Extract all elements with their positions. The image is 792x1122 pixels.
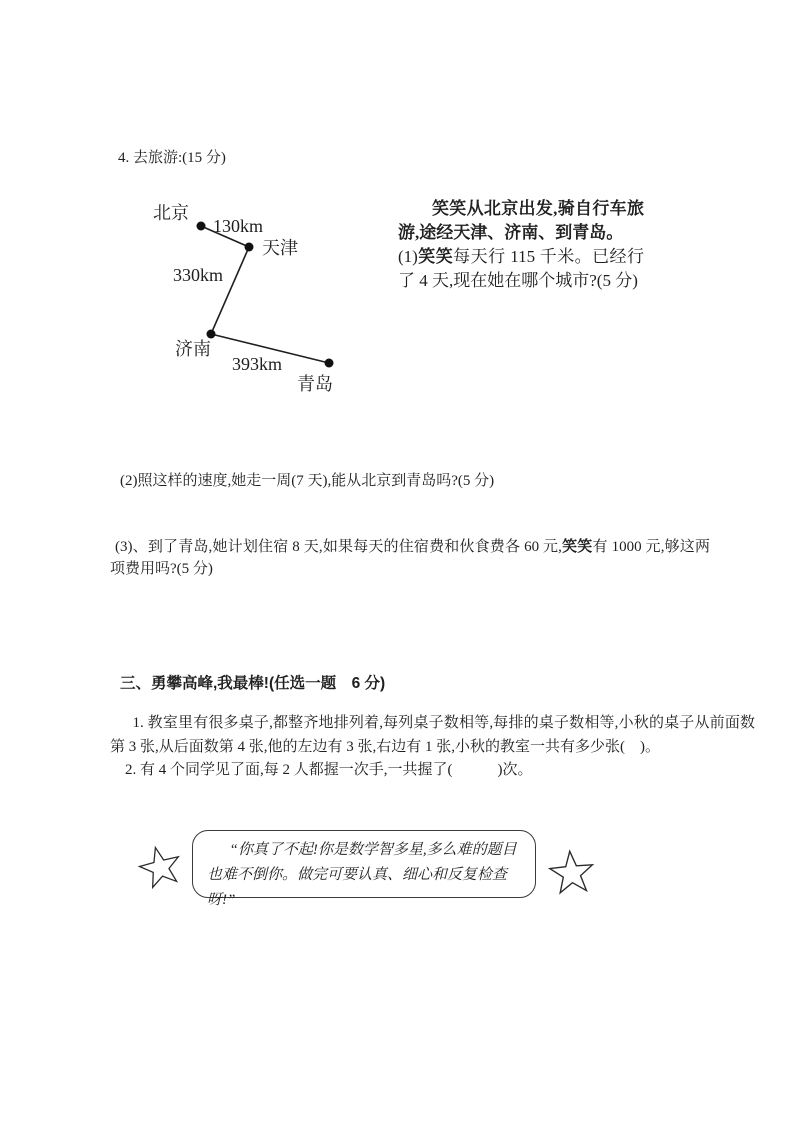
distance-label-jinan-qingdao: 393km [232,354,283,374]
encouragement-text: “你真了不起!你是数学智多星,多么难的题目也难不倒你。做完可要认真、细心和反复检查呀!” [207,842,517,908]
problem4-question2: (2)照这样的速度,她走一周(7 天),能从北京到青岛吗?(5 分) [120,473,495,489]
city-dot-tianjin [245,243,254,252]
section3-heading: 三、勇攀高峰,我最棒!(任选一题 6 分) [120,675,386,692]
problem4-intro-column [398,197,644,293]
distance-label-beijing-tianjin: 130km [213,216,264,236]
city-dot-jinan [207,330,216,339]
problem4-question1 [398,245,644,293]
section3-item1: 1. 教室里有很多桌子,都整齐地排列着,每列桌子数相等,每排的桌子数相等,小秋的桌子从前面数第 3 张,从后面数第 4 张,他的左边有 3 张,右边有 1 张,小秋的教室一共有多少张( )。 [110,715,755,755]
problem4-title: 4. 去旅游:(15 分) [118,150,226,166]
city-dot-qingdao [325,359,334,368]
problem4-question3 [110,537,710,580]
city-dot-beijing [197,222,206,231]
question3-character-name: 笑笑 [561,539,593,555]
distance-label-tianjin-jinan: 330km [173,265,224,285]
city-label-jinan: 济南 [175,339,211,359]
section3-items [110,712,755,783]
star-right-icon [546,847,597,896]
route-line-tianjin-jinan [211,247,249,334]
question1-prefix: (1) [398,247,418,266]
question3-text-after: 有 1000 元,够这两项费用吗?(5 分) [110,539,710,577]
city-label-qingdao: 青岛 [297,374,333,394]
route-map [140,195,360,405]
question1-text: 每天行 115 千米。已经行了 4 天,现在她在哪个城市?(5 分) [398,247,644,290]
problem4-intro-text: 笑笑从北京出发,骑自行车旅游,途经天津、济南、到青岛。 [398,199,644,242]
encouragement-box [192,830,536,908]
question1-character-name: 笑笑 [417,247,454,266]
city-label-tianjin: 天津 [262,238,298,258]
question3-text-before: (3)、到了青岛,她计划住宿 8 天,如果每天的住宿费和伙食费各 60 元, [115,539,562,555]
section3-item2: 2. 有 4 个同学见了面,每 2 人都握一次手,一共握了( )次。 [125,762,533,778]
city-label-beijing: 北京 [153,203,189,223]
star-left-icon [134,840,187,891]
